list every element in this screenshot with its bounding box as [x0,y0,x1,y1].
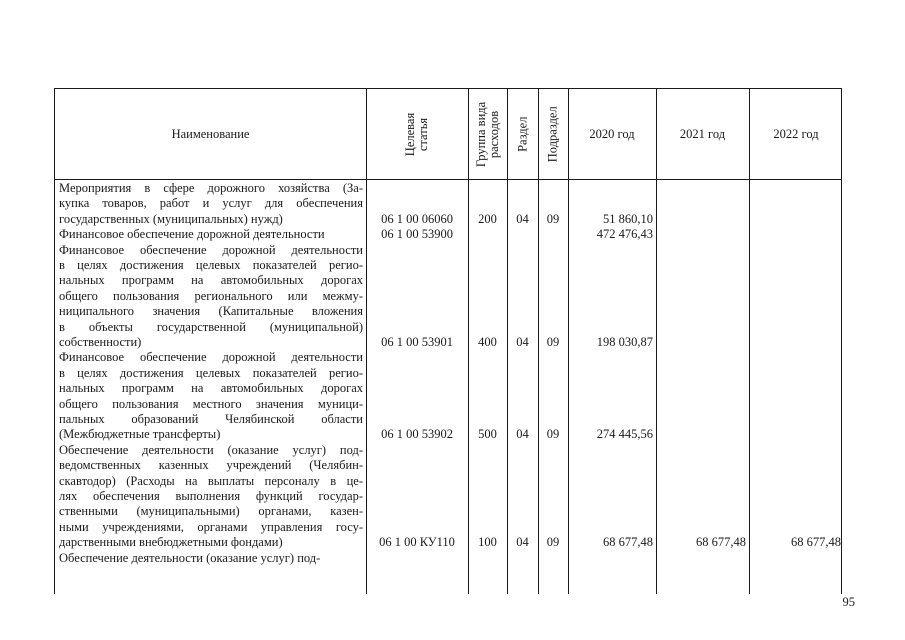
header-exp-group [468,89,507,179]
header-divider [55,179,841,180]
cell-2022 [749,551,842,566]
cell-name-line: Обеспечение деятельности (оказание услуг) под- [59,550,321,565]
cell-target: 06 1 00 53902 [381,427,453,442]
header-target-line-1: Целевая [403,112,418,156]
cell-2022 [749,427,842,442]
header-2021-label: 2021 год [679,126,726,141]
cell-name-line: Финансовое обеспечение дорожной деятельности [59,242,363,257]
cell-2021 [656,551,749,566]
page-number: 95 [842,595,855,609]
cell-2021 [656,212,749,227]
cell-2020 [568,551,656,566]
cell-name-line: государственных (муниципальных) нужд) [59,211,283,226]
cell-name-line: Финансовое обеспечение дорожной деятельности [59,227,325,242]
cell-name-line: лях обеспечения выполнения функций государ- [59,488,363,503]
cell-section [507,551,538,566]
cell-name-line: пальных образований Челябинской области [59,411,363,426]
cell-2020: 68 677,48 [603,535,653,550]
cell-name-line: ными учреждениями, органами управления госу- [59,519,363,534]
cell-name-line: дарственными внебюджетными фондами) [59,535,283,550]
cell-2022: 68 677,48 [791,535,841,550]
table-body [55,181,841,566]
cell-2022 [749,335,842,350]
cell-name-line: нальных программ на автомобильных дорогах [59,273,363,288]
header-section [507,89,538,179]
header-name [55,89,366,179]
cell-2022 [749,227,842,242]
header-exp-group-line-1: Группа вида [474,101,489,167]
cell-2021: 68 677,48 [696,535,746,550]
cell-2021 [656,335,749,350]
cell-name-line: в объекты государственной (муниципальной) [59,319,363,334]
cell-2021 [656,427,749,442]
cell-section [507,227,538,242]
cell-exp-group [468,227,507,242]
cell-name-line: скавтодор) (Расходы на выплаты персоналу в це- [59,473,363,488]
cell-target: 06 1 00 КУ110 [379,535,455,550]
header-subsection [538,89,568,179]
budget-table [54,88,842,594]
table-row [55,243,841,351]
cell-exp-group [468,551,507,566]
cell-exp-group: 100 [478,535,497,550]
cell-name-line: (Межбюджетные трансферты) [59,427,221,442]
header-2021 [656,89,749,179]
cell-exp-group: 400 [478,334,497,349]
cell-exp-group: 200 [478,211,497,226]
header-target-line-2: статья [416,117,430,151]
cell-2020: 472 476,43 [596,227,653,242]
header-2022 [749,89,842,179]
header-name-label: Наименование [171,126,250,141]
cell-name-line: общего пользования регионального или межму- [59,288,363,303]
cell-target [366,551,468,566]
cell-target: 06 1 00 06060 [381,211,453,226]
cell-2022 [749,212,842,227]
cell-name-line: купка товаров, работ и услуг для обеспечения [59,196,363,211]
header-target [366,89,468,179]
cell-name-line: нальных программ на автомобильных дорогах [59,381,363,396]
cell-target: 06 1 00 53901 [381,334,453,349]
cell-exp-group: 500 [478,427,497,442]
header-2022-label: 2022 год [773,126,819,141]
cell-name-line: ственными (муниципальными) органами, казен- [59,504,363,519]
table-row [55,551,841,566]
cell-section: 04 [516,535,529,550]
cell-2020: 198 030,87 [596,334,653,349]
cell-2020: 274 445,56 [596,427,653,442]
cell-name-line: Финансовое обеспечение дорожной деятельности [59,350,363,365]
cell-target: 06 1 00 53900 [381,227,453,242]
table-row [55,181,841,227]
cell-name-line: в целях достижения целевых показателей регио- [59,365,363,380]
cell-section: 04 [516,427,529,442]
cell-subsection: 09 [546,535,560,550]
cell-name-line: Обеспечение деятельности (оказание услуг) под- [59,442,363,457]
header-2020 [568,89,656,179]
table-row [55,227,841,242]
cell-name-line: в целях достижения целевых показателей регио- [59,257,363,272]
cell-subsection: 09 [546,427,560,442]
header-subsection-label: Подраздел [545,106,560,162]
header-exp-group-line-2: расходов [486,110,501,158]
cell-subsection: 09 [546,211,560,226]
cell-2020: 51 860,10 [603,211,653,226]
cell-name-line: собственности) [59,334,142,349]
cell-subsection: 09 [546,334,560,349]
cell-section: 04 [516,334,529,349]
cell-subsection [538,227,568,242]
cell-name-line: ведомственных казенных учреждений (Челябин- [59,458,363,473]
cell-name-line: ниципального значения (Капитальные вложения [59,304,363,319]
table-row [55,443,841,551]
cell-subsection [538,551,568,566]
cell-2021 [656,227,749,242]
header-section-label: Раздел [515,116,530,152]
table-row [55,350,841,442]
cell-name-line: общего пользования местного значения муници- [59,396,363,411]
header-2020-label: 2020 год [589,126,635,141]
cell-name-line: Мероприятия в сфере дорожного хозяйства (За- [59,181,363,195]
cell-section: 04 [516,211,529,226]
